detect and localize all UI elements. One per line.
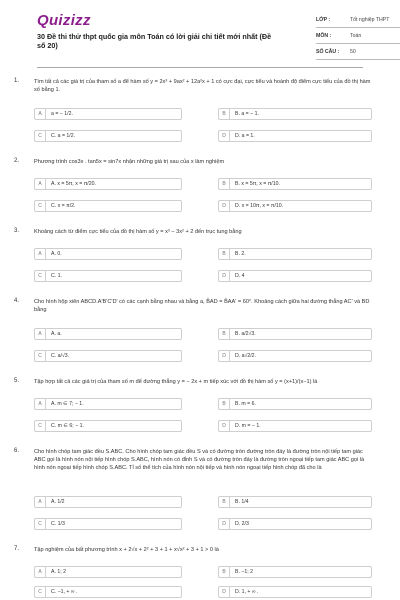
meta-row-subject: [316, 28, 400, 44]
option-a[interactable]: [34, 496, 182, 508]
option-b[interactable]: [218, 496, 372, 508]
option-text: A. 1; 2: [51, 569, 66, 575]
option-text: A. 1/2: [51, 499, 65, 505]
option-c[interactable]: [34, 586, 182, 598]
worksheet-header: [20, 0, 390, 66]
option-letter: D: [219, 587, 230, 597]
question-text: Tìm tất cả các giá trị của tham số a để hàm số y = 2x³ + 9ax² + 12a²x + 1 có cực đại, cực tiểu và hoành độ điểm cực tiểu của đồ thị hàm số bằng 1.: [34, 79, 371, 94]
option-c[interactable]: [34, 518, 182, 530]
option-d[interactable]: [218, 518, 372, 530]
meta-value: Tốt nghiệp THPT: [350, 16, 390, 23]
option-text: D. a = 1.: [235, 133, 255, 139]
option-a[interactable]: [34, 178, 182, 190]
option-text: A. a.: [51, 331, 62, 337]
option-letter: C: [35, 271, 46, 281]
question-number: 6.: [14, 448, 20, 454]
quizizz-logo: Quizizz: [37, 12, 91, 29]
option-letter: C: [35, 351, 46, 361]
option-text: C. x = π/2.: [51, 203, 76, 209]
option-b[interactable]: [218, 566, 372, 578]
meta-label: LỚP :: [316, 16, 331, 23]
option-text: C. 1/3: [51, 521, 65, 527]
question-number: 3.: [14, 228, 20, 234]
question-1: [14, 78, 386, 152]
question-7: [14, 546, 386, 600]
option-d[interactable]: [218, 586, 372, 598]
option-letter: B: [219, 179, 230, 189]
question-number: 2.: [14, 158, 20, 164]
option-c[interactable]: [34, 350, 182, 362]
option-letter: C: [35, 131, 46, 141]
option-text: D. 2/3: [235, 521, 249, 527]
question-text: Phương trình cos3x . tan5x = sin7x nhận những giá trị sau của x làm nghiệm: [34, 159, 225, 165]
meta-label: SỐ CÂU :: [316, 48, 340, 55]
meta-row-count: [316, 44, 400, 60]
question-6: [14, 448, 386, 540]
question-3: [14, 228, 386, 292]
option-text: D. m = − 1.: [235, 423, 261, 429]
option-letter: D: [219, 271, 230, 281]
option-c[interactable]: [34, 270, 182, 282]
option-text: C. a/√3.: [51, 353, 70, 359]
option-letter: A: [35, 567, 46, 577]
option-text: B. 2.: [235, 251, 246, 257]
header-divider: [37, 67, 363, 68]
option-letter: B: [219, 399, 230, 409]
option-b[interactable]: [218, 398, 372, 410]
question-text: Cho hình hộp xiên ABCD.A'B'C'D' có các cạnh bằng nhau và bằng a, B̂AD = B̂AA' = 60°. Khoảng cách giữa hai đường thẳng AC' và BD bằng: [34, 299, 370, 314]
option-letter: D: [219, 519, 230, 529]
option-letter: B: [219, 109, 230, 119]
option-text: C. a = 1/2.: [51, 133, 76, 139]
option-text: A. 0.: [51, 251, 62, 257]
question-number: 4.: [14, 298, 20, 304]
option-text: C. m ∈ 6; − 1.: [51, 423, 84, 429]
option-d[interactable]: [218, 350, 372, 362]
option-a[interactable]: [34, 328, 182, 340]
meta-label: MÔN :: [316, 32, 332, 39]
option-text: D. 1, + ∞ .: [235, 589, 259, 595]
option-text: A. m ∈ 7; − 1.: [51, 401, 84, 407]
option-a[interactable]: [34, 398, 182, 410]
question-number: 7.: [14, 546, 20, 552]
option-text: D. 4: [235, 273, 245, 279]
option-text: B. 1/4: [235, 499, 249, 505]
option-letter: B: [219, 497, 230, 507]
option-letter: B: [219, 329, 230, 339]
option-letter: D: [219, 131, 230, 141]
option-letter: A: [35, 497, 46, 507]
option-d[interactable]: [218, 130, 372, 142]
option-letter: D: [219, 421, 230, 431]
meta-row-class: [316, 12, 400, 28]
option-d[interactable]: [218, 420, 372, 432]
question-number: 5.: [14, 378, 20, 384]
question-5: [14, 378, 386, 442]
option-c[interactable]: [34, 130, 182, 142]
option-letter: A: [35, 329, 46, 339]
option-a[interactable]: [34, 248, 182, 260]
question-text: Tập nghiệm của bất phương trình x + 2√x + 2² + 3 + 1 + x√x² + 3 + 1 > 0 là: [34, 547, 219, 553]
option-text: A. x = 5π, x = π/20.: [51, 181, 96, 187]
option-letter: C: [35, 421, 46, 431]
option-text: B. a = − 1.: [235, 111, 259, 117]
option-c[interactable]: [34, 420, 182, 432]
option-d[interactable]: [218, 200, 372, 212]
option-b[interactable]: [218, 108, 372, 120]
option-text: B. −1; 2: [235, 569, 254, 575]
option-b[interactable]: [218, 328, 372, 340]
option-text: C. 1.: [51, 273, 62, 279]
option-letter: A: [35, 399, 46, 409]
option-c[interactable]: [34, 200, 182, 212]
option-letter: A: [35, 179, 46, 189]
option-letter: A: [35, 109, 46, 119]
question-text: Khoảng cách từ điểm cực tiểu của đồ thị hàm số y = x³ − 3x² + 2 đến trục tung bằng: [34, 229, 242, 235]
meta-table: [316, 12, 400, 60]
option-a[interactable]: [34, 108, 182, 120]
option-text: D. a√2/2.: [235, 353, 257, 359]
option-letter: B: [219, 567, 230, 577]
question-4: [14, 298, 386, 372]
meta-value: 50: [350, 48, 356, 55]
option-letter: B: [219, 249, 230, 259]
option-text: D. x = 10π, x = π/10.: [235, 203, 284, 209]
option-letter: D: [219, 201, 230, 211]
option-letter: A: [35, 249, 46, 259]
option-text: a = − 1/2.: [51, 111, 73, 117]
option-letter: D: [219, 351, 230, 361]
option-letter: C: [35, 201, 46, 211]
option-letter: C: [35, 587, 46, 597]
question-number: 1.: [14, 78, 20, 84]
option-b[interactable]: [218, 248, 372, 260]
document-title: 30 Đề thi thử thpt quốc gia môn Toán có lời giải chi tiết mới nhất (Đề số 20): [37, 32, 272, 51]
option-b[interactable]: [218, 178, 372, 190]
option-text: C. −1, + ∞ .: [51, 589, 78, 595]
option-text: B. a/2√3.: [235, 331, 256, 337]
option-text: B. m = 6.: [235, 401, 256, 407]
meta-value: Toán: [350, 32, 362, 39]
question-2: [14, 158, 386, 222]
option-a[interactable]: [34, 566, 182, 578]
question-text: Cho hình chóp tam giác đều S.ABC. Cho hình chóp tam giác đều S và có đường tròn đường tròn đáy là đường tròn nội tiếp tam giác ABC gọi là hình nón nội tiếp hình chóp S.ABC, hình nón có đỉnh S và có đường tròn đáy là đường tròn ngoại tiếp tam giác ABC gọi là hình nón ngoại tiếp hình chóp S.ABC. Tỉ số thể tích của hình nón nội tiếp và hình nón ngoại tiếp hình chóp đã cho là: [34, 449, 365, 472]
option-letter: C: [35, 519, 46, 529]
option-text: B. x = 5π, x = π/10.: [235, 181, 280, 187]
question-text: Tập hợp tất cả các giá trị của tham số m để đường thẳng y = − 2x + m tiếp xúc với đồ thị hàm số y = (x+1)/(x−1) là: [34, 379, 318, 385]
option-d[interactable]: [218, 270, 372, 282]
